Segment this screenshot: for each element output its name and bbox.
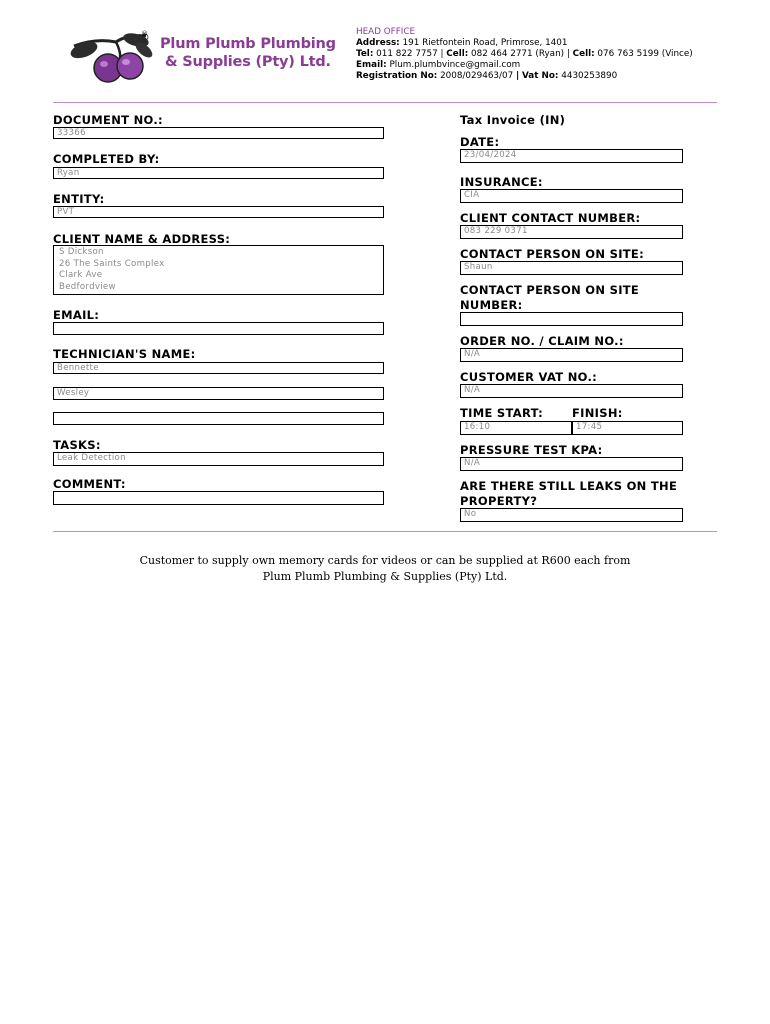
insurance-field[interactable]: CIA	[460, 189, 683, 203]
head-office-label: HEAD OFFICE	[356, 27, 416, 37]
finish-field[interactable]: 17:45	[571, 421, 683, 435]
tasks-field[interactable]: Leak Detection	[53, 452, 384, 466]
client-contact-number-field[interactable]: 083 229 0371	[460, 225, 683, 239]
document-no-field[interactable]: 33366	[53, 127, 384, 139]
brand-name-line2: & Supplies (Pty) Ltd.	[165, 54, 331, 70]
client-address-line: Clark Ave	[59, 270, 103, 281]
email-label: EMAIL:	[53, 308, 100, 322]
client-address-line: S Dickson	[59, 247, 104, 257]
contact-person-number-field[interactable]	[460, 312, 683, 326]
document-type-title: Tax Invoice (IN)	[460, 113, 566, 127]
date-field[interactable]: 23/04/2024	[460, 149, 683, 163]
client-address-line: Bedfordview	[59, 281, 116, 292]
completed-by-label: COMPLETED BY:	[53, 152, 160, 166]
email-line: Email: Plum.plumbvince@gmail.com	[356, 60, 521, 70]
entity-field[interactable]: PVT	[53, 206, 384, 218]
client-address-line: 26 The Saints Complex	[59, 258, 165, 269]
memory-card-note	[53, 553, 717, 584]
entity-label: ENTITY:	[53, 192, 105, 206]
head-office-block	[356, 27, 693, 82]
pressure-test-field[interactable]: N/A	[460, 457, 683, 471]
technician-name-field-2[interactable]: Wesley	[53, 387, 384, 400]
document-no-label: DOCUMENT NO.:	[53, 113, 163, 127]
completed-by-field[interactable]: Ryan	[53, 167, 384, 179]
customer-vat-label: CUSTOMER VAT NO.:	[460, 370, 598, 384]
registered-mark: ®	[141, 30, 148, 38]
order-claim-no-label: ORDER NO. / CLAIM NO.:	[460, 334, 624, 348]
client-contact-number-label: CLIENT CONTACT NUMBER:	[460, 211, 641, 225]
form-bottom-divider	[53, 531, 717, 532]
note-line-2: Plum Plumb Plumbing & Supplies (Pty) Ltd.	[262, 569, 508, 583]
client-name-address-label: CLIENT NAME & ADDRESS:	[53, 232, 231, 246]
customer-vat-field[interactable]: N/A	[460, 384, 683, 398]
insurance-label: INSURANCE:	[460, 175, 543, 189]
finish-label: FINISH:	[572, 406, 623, 420]
technician-name-field-3[interactable]	[53, 412, 384, 425]
address-line: Address: 191 Rietfontein Road, Primrose, 1401	[356, 38, 568, 48]
time-start-field[interactable]: 16:10	[460, 421, 572, 435]
leaks-question-label: ARE THERE STILL LEAKS ON THE PROPERTY?	[460, 479, 678, 508]
comment-label: COMMENT:	[53, 477, 126, 491]
technician-name-field-1[interactable]: Bennette	[53, 362, 384, 374]
contact-person-label: CONTACT PERSON ON SITE:	[460, 247, 644, 261]
note-line-1: Customer to supply own memory cards for videos or can be supplied at R600 each from	[139, 554, 631, 567]
technicians-name-label: TECHNICIAN'S NAME:	[53, 347, 196, 361]
order-claim-no-field[interactable]: N/A	[460, 348, 683, 362]
contact-person-field[interactable]: Shaun	[460, 261, 683, 275]
client-name-address-field[interactable]	[53, 245, 384, 295]
contact-person-number-label: CONTACT PERSON ON SITE NUMBER:	[460, 283, 640, 312]
leaks-field[interactable]: No	[460, 508, 683, 522]
header-divider	[53, 102, 717, 103]
time-start-label: TIME START:	[460, 406, 544, 420]
date-label: DATE:	[460, 135, 500, 149]
tel-line: Tel: 011 822 7757 | Cell: 082 464 2771 (Ryan) | Cell: 076 763 5199 (Vince)	[356, 49, 693, 59]
registration-line: Registration No: 2008/029463/07 | Vat No: 4430253890	[356, 71, 618, 81]
comment-field[interactable]	[53, 491, 384, 505]
brand-name-line1: Plum Plumb Plumbing	[160, 36, 336, 52]
email-field[interactable]	[53, 322, 384, 335]
tasks-label: TASKS:	[53, 438, 101, 452]
pressure-test-label: PRESSURE TEST KPA:	[460, 443, 603, 457]
